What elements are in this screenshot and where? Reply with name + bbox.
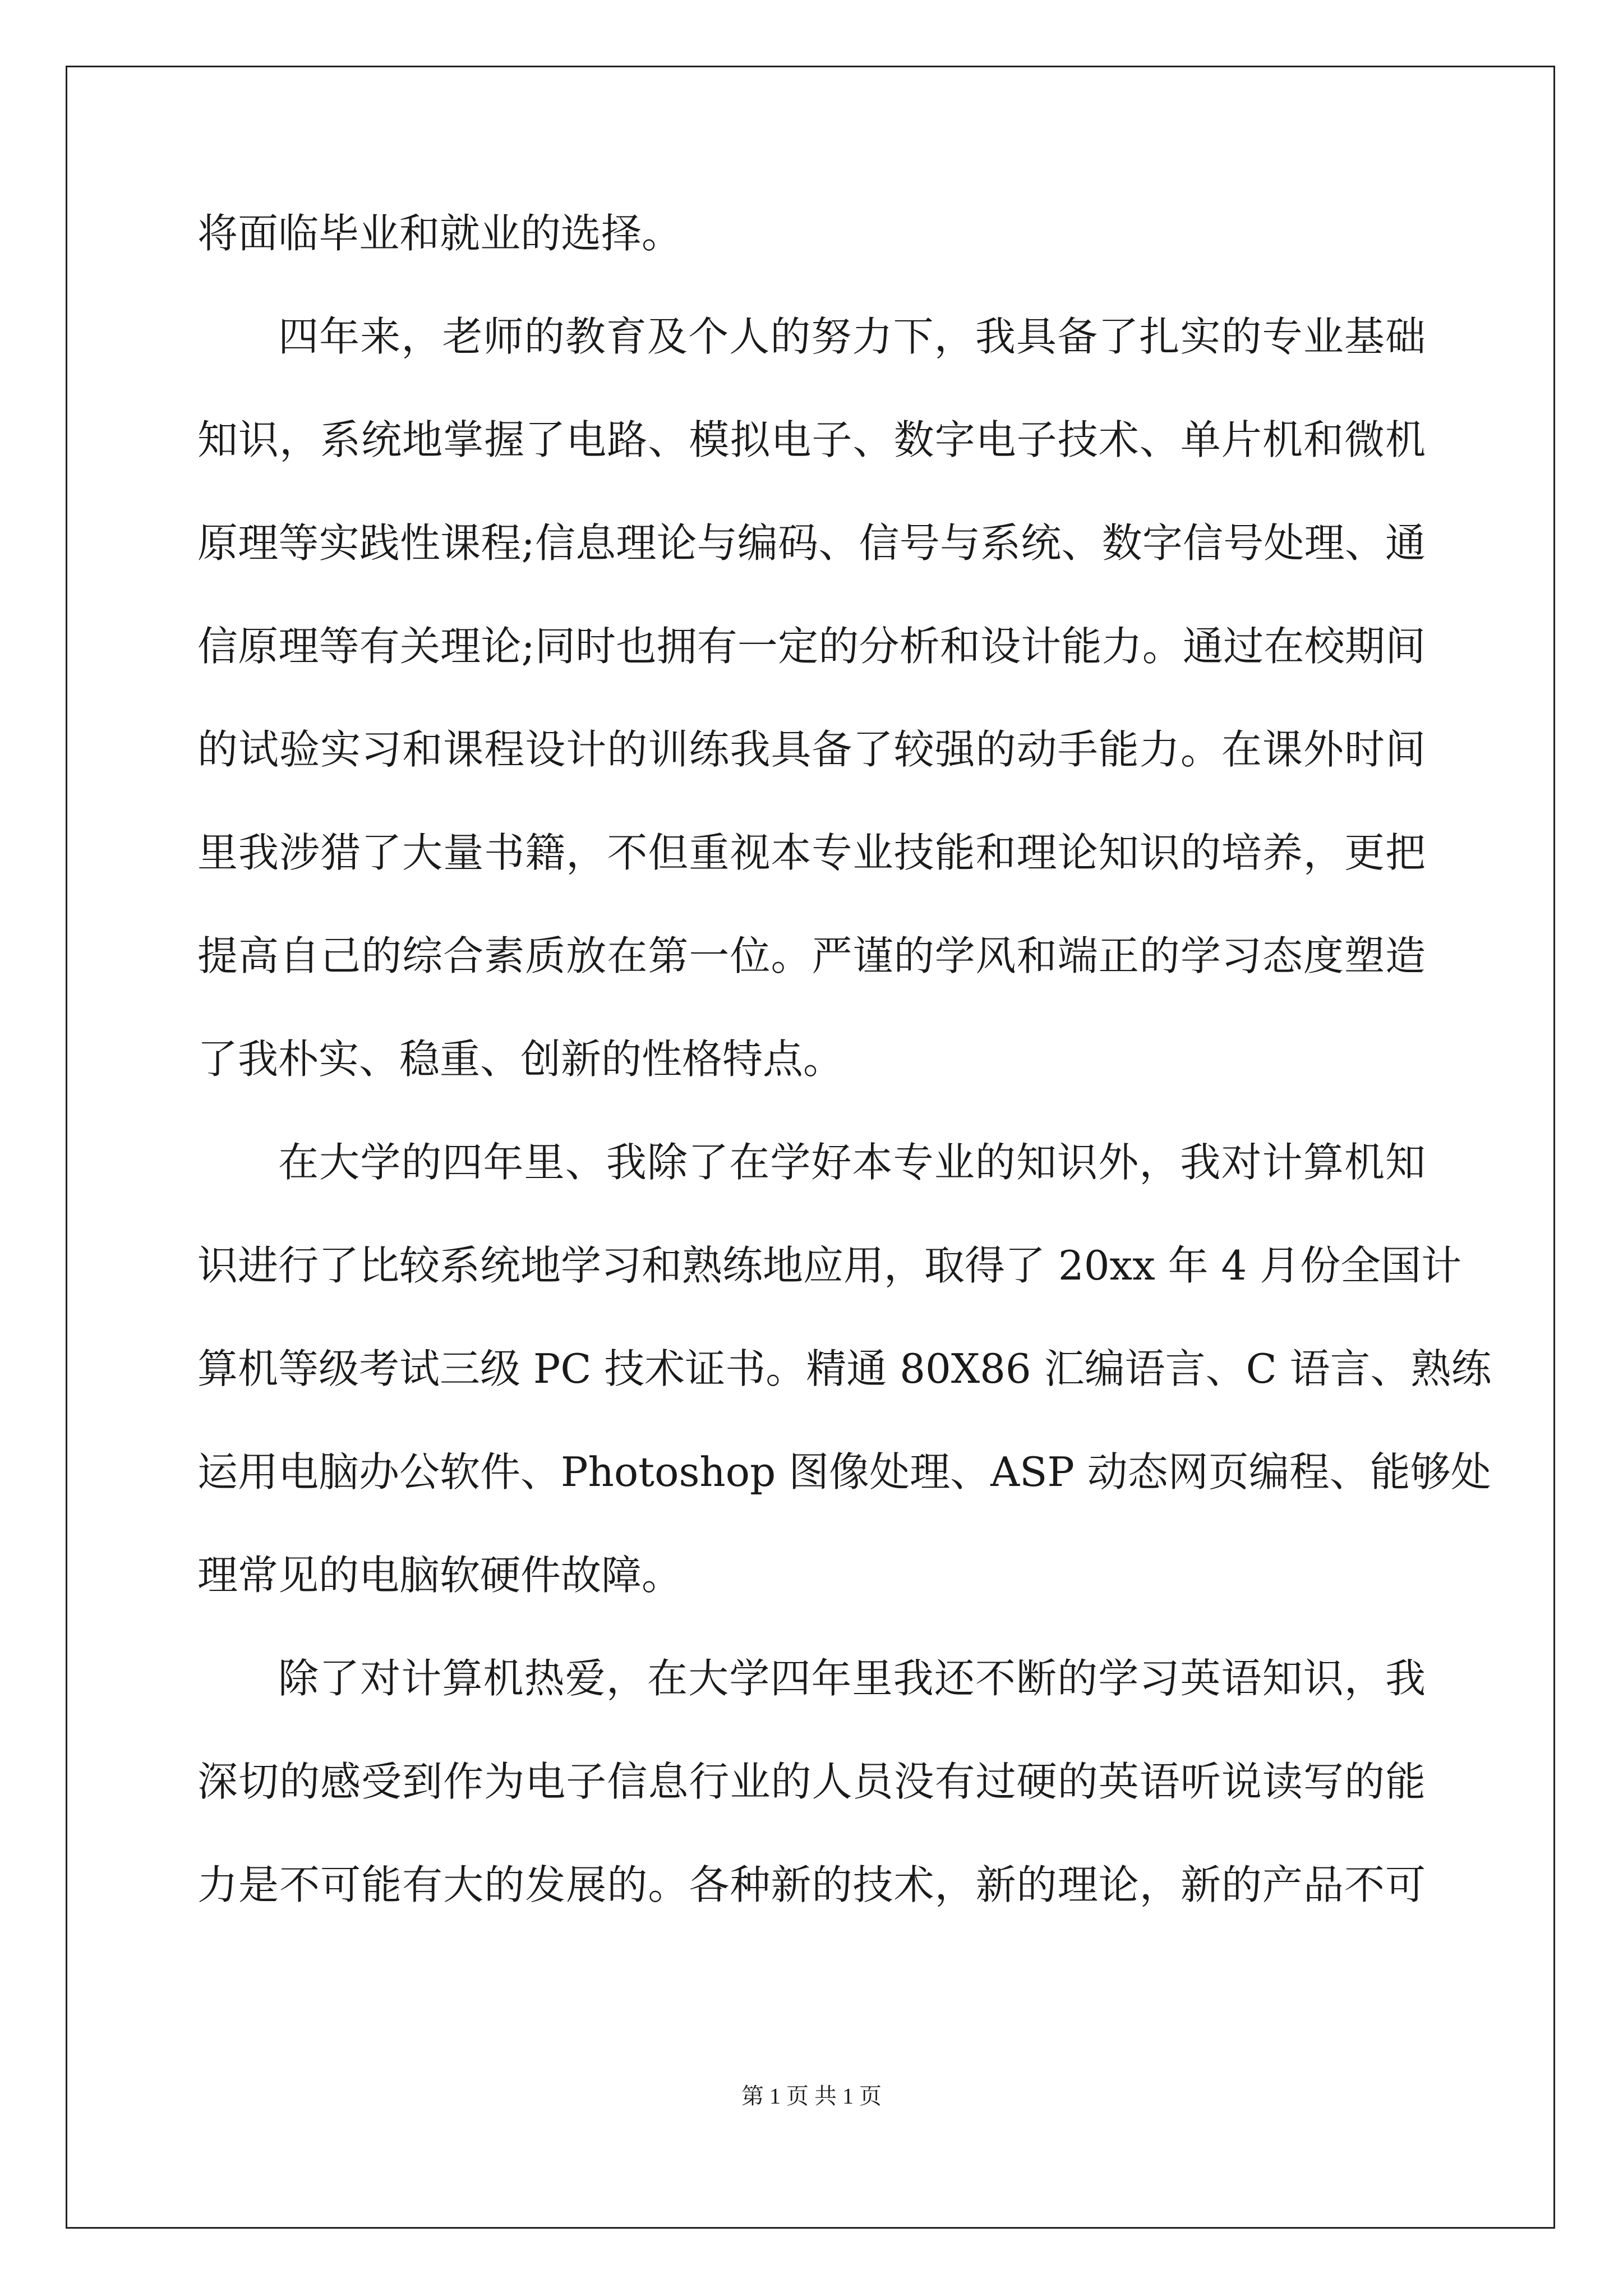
paragraph-line: 了我朴实、稳重、创新的性格特点。 bbox=[197, 1036, 844, 1083]
paragraph-line: 理常见的电脑软硬件故障。 bbox=[197, 1552, 683, 1599]
paragraph-line: 将面临毕业和就业的选择。 bbox=[197, 210, 683, 257]
page-number-footer: 第 1 页 共 1 页 bbox=[741, 2083, 882, 2109]
paragraph-line: 提高自己的综合素质放在第一位。严谨的学风和端正的学习态度塑造 bbox=[197, 932, 1426, 979]
document-body bbox=[197, 208, 1492, 1962]
paragraph-line: 深切的感受到作为电子信息行业的人员没有过硬的英语听说读写的能 bbox=[197, 1758, 1426, 1805]
paragraph-line: 里我涉猎了大量书籍，不但重视本专业技能和理论知识的培养，更把 bbox=[197, 829, 1426, 876]
paragraph-line: 信原理等有关理论;同时也拥有一定的分析和设计能力。通过在校期间 bbox=[197, 623, 1426, 670]
paragraph-line: 除了对计算机热爱，在大学四年里我还不断的学习英语知识，我 bbox=[278, 1655, 1426, 1702]
paragraph-line: 算机等级考试三级 PC 技术证书。精通 80X86 汇编语言、C 语言、熟练 bbox=[197, 1345, 1492, 1392]
paragraph-line: 识进行了比较系统地学习和熟练地应用，取得了 20xx 年 4 月份全国计 bbox=[197, 1242, 1462, 1289]
paragraph-line: 知识，系统地掌握了电路、模拟电子、数字电子技术、单片机和微机 bbox=[197, 416, 1426, 463]
paragraph-line: 运用电脑办公软件、Photoshop 图像处理、ASP 动态网页编程、能够处 bbox=[197, 1448, 1491, 1496]
paragraph-line: 四年来，老师的教育及个人的努力下，我具备了扎实的专业基础 bbox=[278, 313, 1426, 360]
paragraph-line: 在大学的四年里、我除了在学好本专业的知识外，我对计算机知 bbox=[278, 1139, 1426, 1186]
paragraph-line: 原理等实践性课程;信息理论与编码、信号与系统、数字信号处理、通 bbox=[197, 519, 1426, 567]
paragraph-line: 力是不可能有大的发展的。各种新的技术，新的理论，新的产品不可 bbox=[197, 1861, 1426, 1908]
paragraph-line: 的试验实习和课程设计的训练我具备了较强的动手能力。在课外时间 bbox=[197, 726, 1426, 773]
